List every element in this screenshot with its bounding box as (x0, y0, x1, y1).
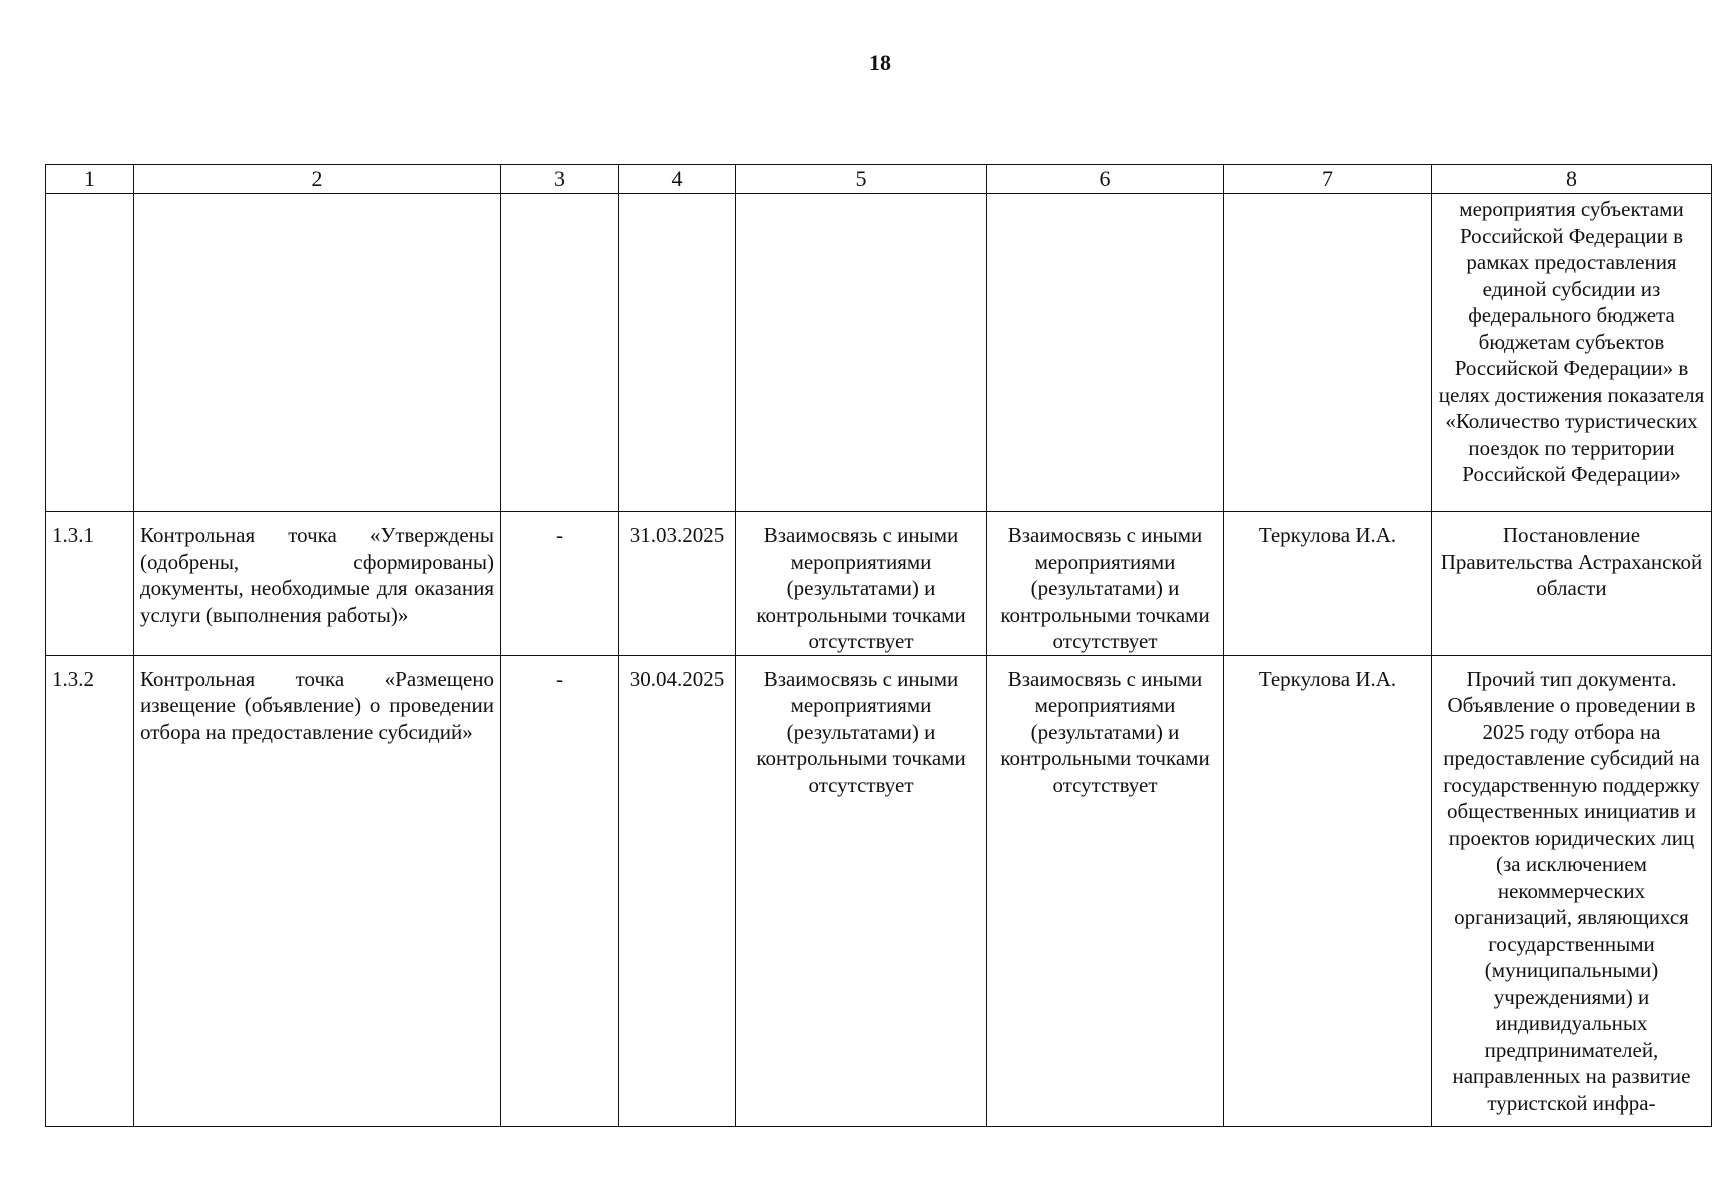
column-header: 3 (501, 165, 619, 194)
document-cell: мероприятия субъектами Российской Федерации в рамках предоставления единой субсидии из федерального бюджета бюджетам субъектов Российской Федерации» в целях достижения показателя «Количество туристических поездок по территории Российской Федерации» (1432, 194, 1712, 512)
column-header: 2 (134, 165, 501, 194)
column-3-value: - (501, 512, 619, 656)
checkpoint-title: Контрольная точка «Утверждены (одобрены, сформированы) документы, необходимые для оказания услуги (выполнения работы)» (134, 512, 501, 656)
empty-cell (987, 194, 1224, 512)
responsible-person: Теркулова И.А. (1224, 655, 1432, 1126)
empty-cell (46, 194, 134, 512)
relation-cell: Взаимосвязь с иными мероприятиями (результатами) и контрольными точками отсутствует (987, 655, 1224, 1126)
table-row (46, 655, 1712, 1126)
row-number: 1.3.2 (46, 655, 134, 1126)
relation-cell: Взаимосвязь с иными мероприятиями (результатами) и контрольными точками отсутствует (987, 512, 1224, 656)
empty-cell (1224, 194, 1432, 512)
page-number: 18 (869, 50, 891, 75)
column-header: 1 (46, 165, 134, 194)
column-number-row (46, 165, 1712, 194)
continuation-row (46, 194, 1712, 512)
checkpoint-title: Контрольная точка «Размещено извещение (объявление) о проведении отбора на предоставление субсидий» (134, 655, 501, 1126)
deadline-date: 31.03.2025 (619, 512, 736, 656)
document-cell: Прочий тип документа. Объявление о проведении в 2025 году отбора на предоставление субсидий на государственную поддержку общественных инициатив и проектов юридических лиц (за исключением некоммерческих организаций, являющихся государственными (муниципальными) учреждениями) и индивидуальных предпринимателей, направленных на развитие туристской инфра- (1432, 655, 1712, 1126)
column-3-value: - (501, 655, 619, 1126)
column-header: 4 (619, 165, 736, 194)
deadline-date: 30.04.2025 (619, 655, 736, 1126)
empty-cell (736, 194, 987, 512)
column-header: 6 (987, 165, 1224, 194)
document-cell: Постановление Правительства Астраханской области (1432, 512, 1712, 656)
empty-cell (501, 194, 619, 512)
row-number: 1.3.1 (46, 512, 134, 656)
column-header: 5 (736, 165, 987, 194)
activity-table (45, 164, 1712, 1127)
empty-cell (134, 194, 501, 512)
responsible-person: Теркулова И.А. (1224, 512, 1432, 656)
empty-cell (619, 194, 736, 512)
relation-cell: Взаимосвязь с иными мероприятиями (результатами) и контрольными точками отсутствует (736, 512, 987, 656)
column-header: 7 (1224, 165, 1432, 194)
column-header: 8 (1432, 165, 1712, 194)
relation-cell: Взаимосвязь с иными мероприятиями (результатами) и контрольными точками отсутствует (736, 655, 987, 1126)
table-row (46, 512, 1712, 656)
